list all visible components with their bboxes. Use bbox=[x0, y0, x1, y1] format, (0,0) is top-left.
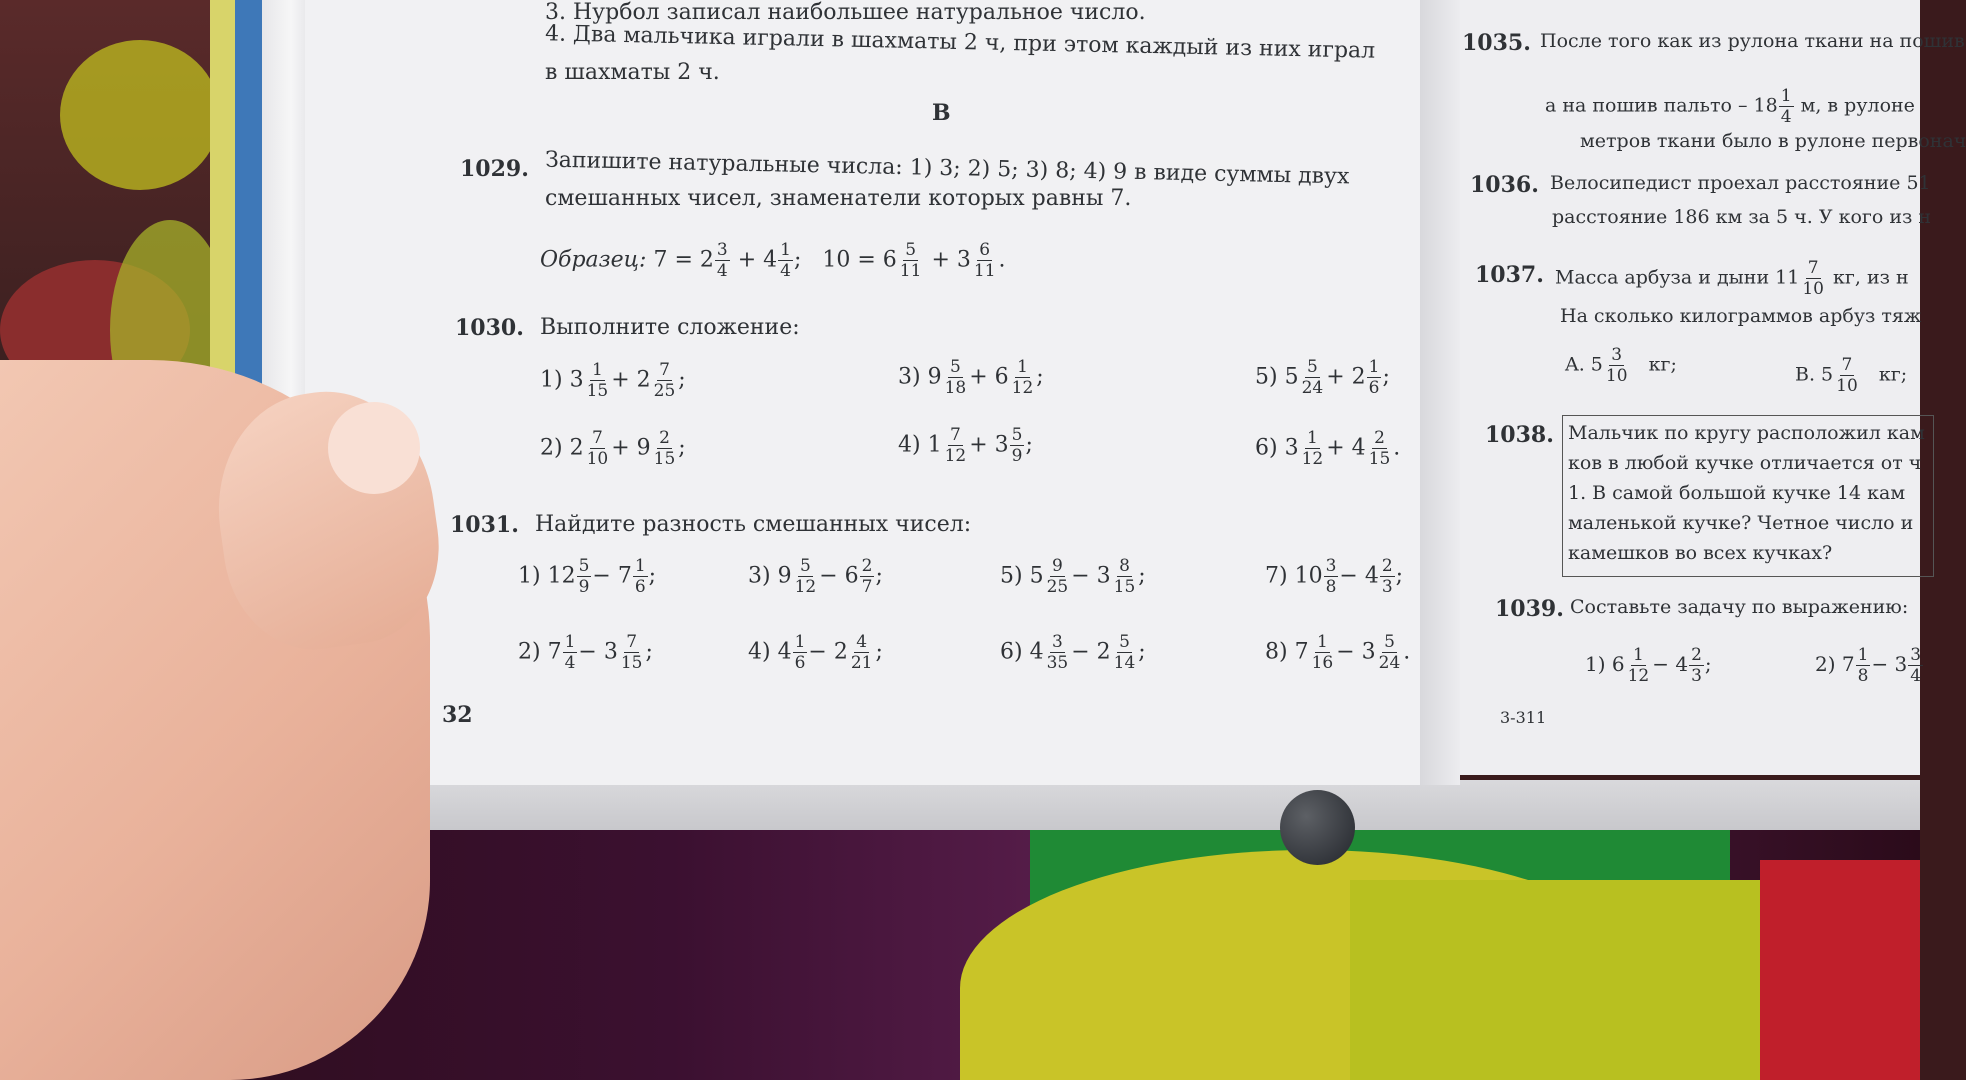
sample-2-mid: + 3 bbox=[931, 247, 971, 273]
problem-1037-number: 1037. bbox=[1475, 262, 1544, 288]
header-item-3: 3. Нурбол записал наибольшее натуральное число. bbox=[545, 0, 1146, 25]
book-clip-knob bbox=[1280, 790, 1355, 865]
problem-1030-number: 1030. bbox=[455, 315, 524, 341]
fraction: $\frac{5}{11}$ bbox=[899, 240, 922, 281]
problem-1035-text-2: а на пошив пальто – 18 $\frac{1}{4}$ м, в рулоне bbox=[1545, 86, 1915, 127]
problem-1036-text-1: Велосипедист проехал расстояние 51 bbox=[1550, 172, 1931, 194]
problem-1038-text-4: маленькой кучке? Четное число и bbox=[1568, 512, 1914, 534]
problem-1038-text-5: камешков во всех кучках? bbox=[1568, 542, 1833, 564]
page-number-left: 32 bbox=[442, 702, 473, 728]
exercise-1031-6: 6) 4 $\frac{3}{35}$ − 2 $\frac{5}{14}$ ; bbox=[1000, 632, 1146, 673]
exercise-1030-3: 3) 9 $\frac{5}{18}$ + 6 $\frac{1}{12}$ ; bbox=[898, 357, 1044, 398]
fraction: $\frac{1}{4}$ bbox=[780, 240, 791, 281]
problem-1038-text-1: Мальчик по кругу расположил кам bbox=[1568, 422, 1925, 444]
header-item-4-line2: в шахматы 2 ч. bbox=[545, 60, 720, 85]
problem-1038-text-3: 1. В самой большой кучке 14 кам bbox=[1568, 482, 1906, 504]
exercise-1031-8: 8) 7 $\frac{1}{16}$ − 3 $\frac{5}{24}$ . bbox=[1265, 632, 1411, 673]
exercise-1031-7: 7) 10 $\frac{3}{8}$ − 4 $\frac{2}{3}$ ; bbox=[1265, 556, 1404, 597]
problem-1039-item-2: 2) 7 $\frac{1}{8}$ − 3 $\frac{3}{4}$ bbox=[1815, 645, 1922, 686]
problem-1039-item-1: 1) 6 $\frac{1}{12}$ − 4 $\frac{2}{3}$ ; bbox=[1585, 645, 1712, 686]
problem-1029-text-1: Запишите натуральные числа: 1) 3; 2) 5; 3) 8; 4) 9 в виде суммы двух bbox=[544, 147, 1350, 190]
fabric-pattern-blob bbox=[60, 40, 220, 190]
problem-1038-text-2: ков в любой кучке отличается от ч bbox=[1568, 452, 1922, 474]
problem-1037-option-b: B. 5 $\frac{7}{10}$ кг; bbox=[1795, 355, 1908, 396]
problem-1039-text: Составьте задачу по выражению: bbox=[1570, 596, 1909, 618]
sample-1-lhs: 7 = 2 bbox=[653, 247, 714, 273]
red-object bbox=[1760, 860, 1920, 1080]
exercise-1030-6: 6) 3 $\frac{1}{12}$ + 4 $\frac{2}{15}$ . bbox=[1255, 428, 1401, 469]
exercise-1030-4: 4) 1 $\frac{7}{12}$ + 3 $\frac{5}{9}$ ; bbox=[898, 425, 1033, 466]
section-letter: B bbox=[932, 100, 951, 126]
fraction: $\frac{3}{4}$ bbox=[716, 240, 728, 281]
exercise-1031-5: 5) 5 $\frac{9}{25}$ − 3 $\frac{8}{15}$ ; bbox=[1000, 556, 1146, 597]
exercise-1030-5: 5) 5 $\frac{5}{24}$ + 2 $\frac{1}{6}$ ; bbox=[1255, 357, 1390, 398]
problem-1036-number: 1036. bbox=[1470, 172, 1539, 198]
fraction: $\frac{6}{11}$ bbox=[973, 240, 996, 281]
sample-1-mid: + 4 bbox=[737, 247, 778, 273]
sample-2-lhs: 10 = 6 bbox=[822, 247, 897, 273]
problem-1031-number: 1031. bbox=[450, 512, 519, 538]
problem-1035-text-1: После того как из рулона ткани на пошив bbox=[1540, 30, 1965, 52]
problem-1036-text-2: расстояние 186 км за 5 ч. У кого из н bbox=[1552, 206, 1932, 228]
problem-1030-title: Выполните сложение: bbox=[540, 315, 800, 340]
problem-1035-number: 1035. bbox=[1462, 30, 1531, 56]
problem-1037-option-a: A. 5 $\frac{3}{10}$ кг; bbox=[1565, 345, 1677, 386]
page-code-right: 3-311 bbox=[1500, 708, 1547, 727]
header-item-4-line1: 4. Два мальчика играли в шахматы 2 ч, при этом каждый из них играл bbox=[544, 21, 1376, 64]
exercise-1031-3: 3) 9 $\frac{5}{12}$ − 6 $\frac{2}{7}$ ; bbox=[748, 556, 883, 597]
problem-1039-number: 1039. bbox=[1495, 596, 1564, 622]
book-gutter bbox=[1420, 0, 1460, 785]
exercise-1031-4: 4) 4 $\frac{1}{6}$ − 2 $\frac{4}{21}$ ; bbox=[748, 632, 883, 673]
problem-1031-title: Найдите разность смешанных чисел: bbox=[535, 512, 972, 537]
problem-1029-sample: Образец: 7 = 2 $\frac{3}{4}$ + 4 $\frac{1}{4}$ ; 10 = 6 $\frac{5}{11}$ + 3 $\frac{6}{11}$ . bbox=[540, 240, 1006, 281]
problem-1035-text-3: метров ткани было в рулоне первонач bbox=[1580, 130, 1966, 152]
book-bottom-edge bbox=[230, 780, 1920, 830]
thumbnail bbox=[328, 402, 420, 494]
problem-1037-text-2: На сколько килограммов арбуз тяж bbox=[1560, 305, 1922, 327]
exercise-1031-1: 1) 12 $\frac{5}{9}$ − 7 $\frac{1}{6}$ ; bbox=[518, 556, 657, 597]
problem-1029-number: 1029. bbox=[460, 156, 529, 182]
exercise-1031-2: 2) 7 $\frac{1}{4}$ − 3 $\frac{7}{15}$ ; bbox=[518, 632, 653, 673]
problem-1037-text-1: Масса арбуза и дыни 11 $\frac{7}{10}$ кг, из н bbox=[1555, 258, 1909, 299]
problem-1029-text-2: смешанных чисел, знаменатели которых равны 7. bbox=[545, 186, 1132, 211]
sample-label: Образец: bbox=[540, 247, 647, 273]
problem-1038-number: 1038. bbox=[1485, 422, 1554, 448]
exercise-1030-2: 2) 2 $\frac{7}{10}$ + 9 $\frac{2}{15}$ ; bbox=[540, 428, 686, 469]
exercise-1030-1: 1) 3 $\frac{1}{15}$ + 2 $\frac{7}{25}$ ; bbox=[540, 360, 686, 401]
